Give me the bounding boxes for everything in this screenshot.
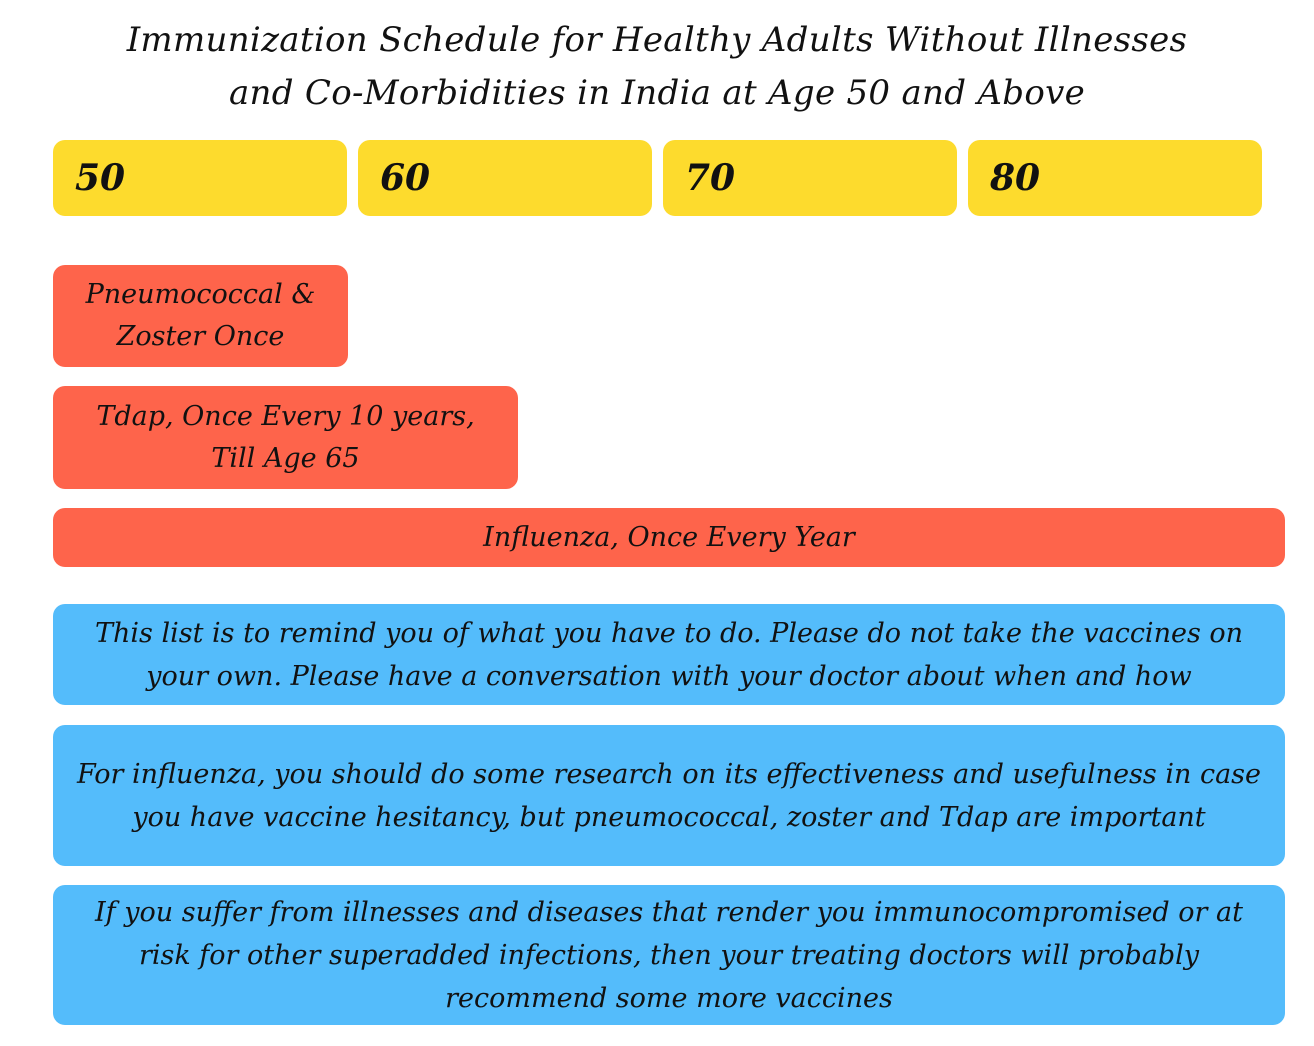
note-text: If you suffer from illnesses and diseases that render you immunocompromised or at risk for other superadded infections, then your treating doctors will probably recommend some more vaccines [95,896,1243,1014]
age-label: 70 [685,157,736,199]
title-line-1: Immunization Schedule for Healthy Adults Without Illnesses [126,20,1188,60]
note-influenza-research [53,725,1285,866]
note-reminder [53,604,1285,705]
vaccine-label-line: Influenza, Once Every Year [483,521,855,553]
vaccine-label-line: Tdap, Once Every 10 years, [96,400,475,432]
age-60-box [358,140,652,216]
age-70-box [663,140,957,216]
vaccine-influenza [53,508,1285,567]
page-title [0,14,1314,120]
vaccine-pneumococcal-zoster [53,265,348,367]
note-immunocompromised [53,885,1285,1025]
vaccine-label-line: Zoster Once [116,321,285,352]
age-label: 60 [380,157,431,199]
vaccine-tdap [53,386,518,489]
age-80-box [968,140,1262,216]
vaccine-label-line: Pneumococcal & [85,279,316,310]
note-text: For influenza, you should do some research on its effectiveness and usefulness in case you have vaccine hesitancy, but pneumococcal, zoster and Tdap are important [76,758,1262,833]
age-50-box [53,140,347,216]
age-label: 80 [990,157,1041,199]
note-text: This list is to remind you of what you have to do. Please do not take the vaccines on your own. Please have a conversation with your doctor about when and how [94,617,1244,692]
title-line-2: and Co-Morbidities in India at Age 50 and Above [228,73,1086,113]
age-label: 50 [75,157,126,199]
vaccine-label-line: Till Age 65 [211,442,360,474]
